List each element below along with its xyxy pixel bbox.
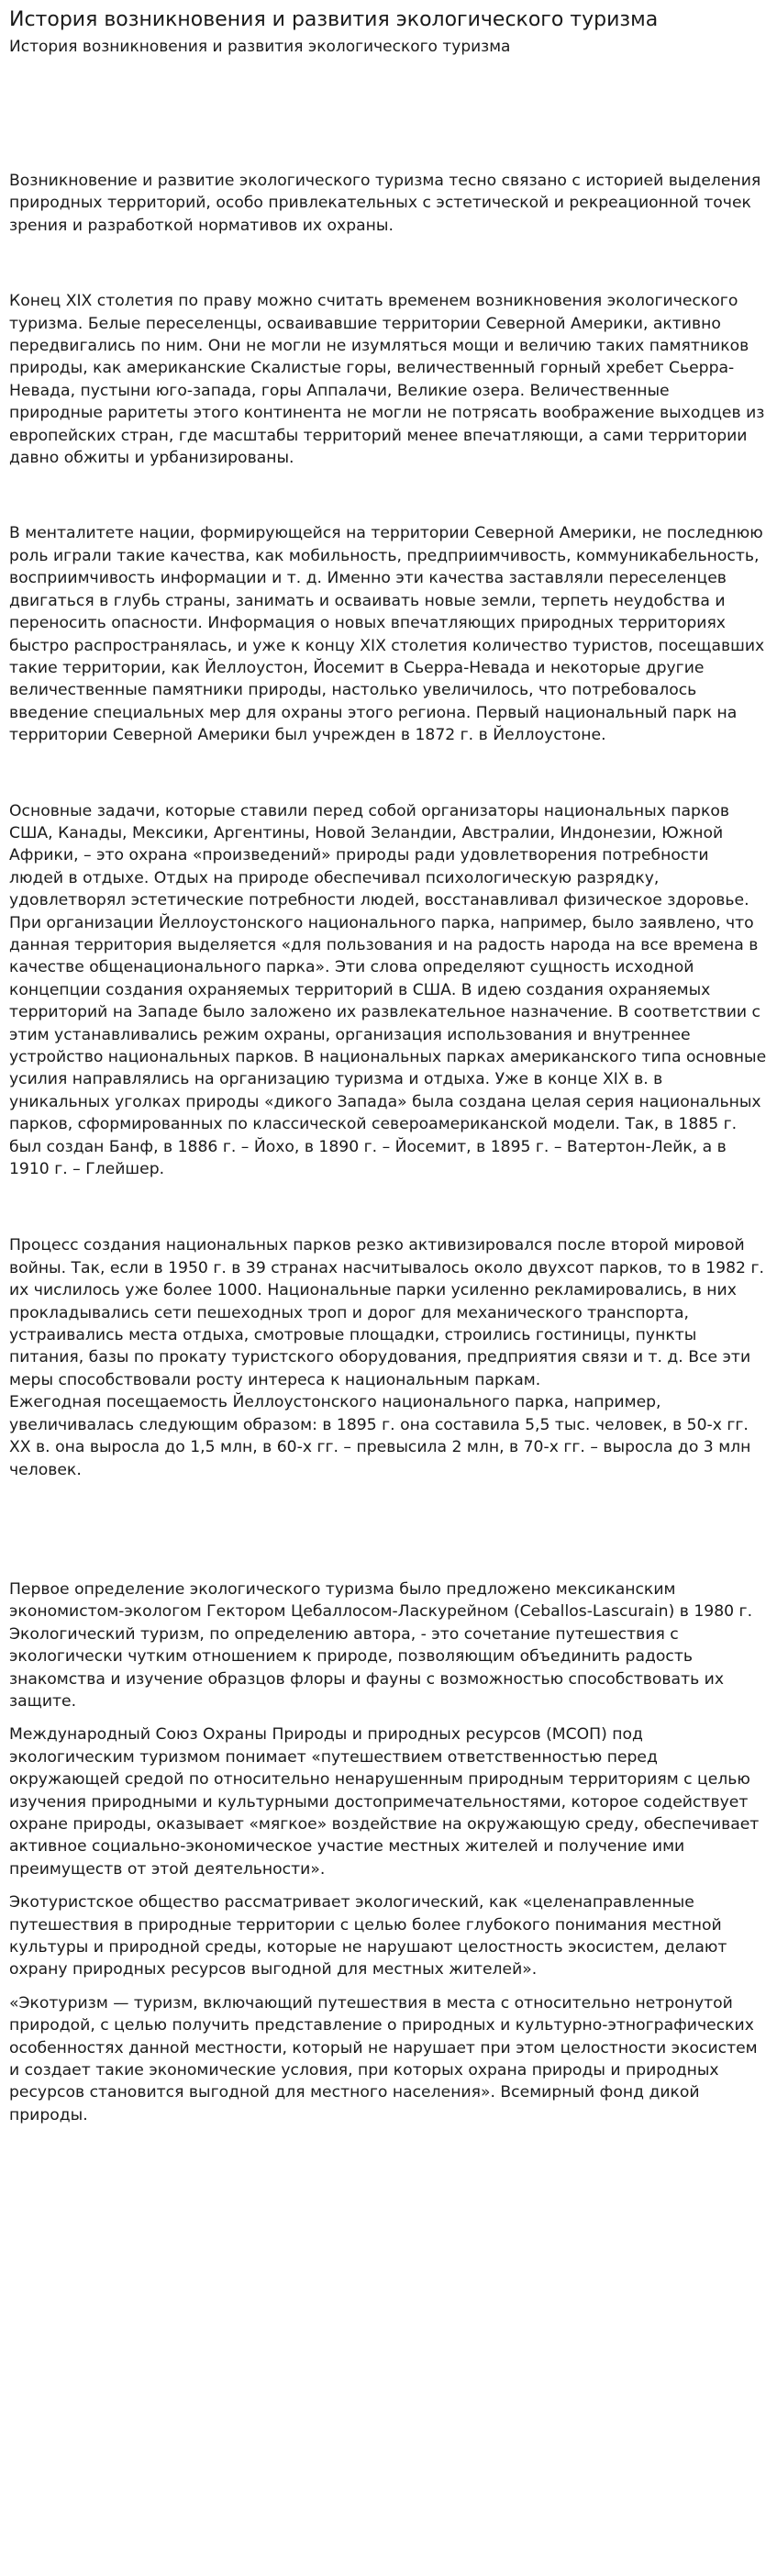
spacer — [9, 1880, 768, 1891]
page-title: История возникновения и развития экологического туризма — [9, 8, 659, 31]
paragraph-national-parks-goals: Основные задачи, которые ставили перед собой организаторы национальных парков США, Канады, Мексики, Аргентины, Новой Зеландии, Австралии, Индонезии, Южной Африки, – это охрана «произведений» природы ради удовлетворения потребности людей в отдыхе. Отдых на природе обеспечивал психологическую разрядку, удовлетворял эстетические потребности людей, восстанавливал физическое здоровье. При организации Йеллоустонского национального парка, например, было заявлено, что данная территория выделяется «для пользования и на радость народа на все времена в качестве общенационального парка». Эти слова определяют сущность исходной концепции создания охраняемых территорий в США. В идею создания охраняемых территорий на Западе было заложено их развлекательное назначение. В соответствии с этим устанавливались режим охраны, организация использования и внутреннее устройство национальных парков. В национальных парках американского типа основные усилия направлялись на организацию туризма и отдыха. Уже в конце XIX в. в уникальных уголках природы «дикого Запада» была создана целая серия национальных парков, сформированных по классической североамериканской модели. Так, в 1885 г. был создан Банф, в 1886 г. – Йохо, в 1890 г. – Йосемит, в 1895 г. – Ватертон-Лейк, а в 1910 г. – Глейшер. — [9, 801, 767, 1179]
page-subtitle: История возникновения и развития экологического туризма — [9, 38, 511, 56]
spacer — [9, 469, 768, 522]
spacer — [9, 237, 768, 290]
paragraph-post-war: Процесс создания национальных парков резко активизировался после второй мировой войны. Так, если в 1950 г. в 39 странах насчитывалось около двухсот парков, то в 1982 г. их числилось уже более 1000. Национальные парки усиленно рекламировались, в них прокладывались сети пешеходных троп и дорог для механического транспорта, устраивались места отдыха, смотровые площадки, строились гостиницы, пункты питания, базы по прокату туристского оборудования, предприятия связи и т. д. Все эти меры способствовали росту интереса к национальным паркам. — [9, 1236, 764, 1389]
paragraph-first-definition: Первое определение экологического туризма было предложено мексиканским экономистом-экологом Гектором Цебаллосом-Ласкурейном (Ceballos-Lascurain) в 1980 г. Экологический туризм, по определению автора, - это сочетание путешествия с экологически чутким отношением к природе, позволяющим объединить радость знакомства и изучение образцов флоры и фауны с возможностью способствовать их защите. — [9, 1579, 753, 1711]
paragraph-19th-century: Конец XIX столетия по праву можно считать временем возникновения экологического туризма. Белые переселенцы, осваивавшие территории Северной Америки, активно передвигались по ним. Они не могли не изумляться мощи и величию таких памятников природы, как американские Скалистые горы, величественный горный хребет Сьерра-Невада, пустыни юго-запада, горы Аппалачи, Великие озера. Величественные природные раритеты этого континента не могли не потрясать воображение выходцев из европейских стран, где масштабы территорий менее впечатляющи, а сами территории давно обжиты и урбанизированы. — [9, 292, 765, 468]
spacer — [9, 1712, 768, 1723]
spacer — [9, 747, 768, 800]
spacer — [9, 57, 768, 170]
paragraph-mentality: В менталитете нации, формирующейся на территории Северной Америки, не последнюю роль играли такие качества, как мобильность, предприимчивость, коммуникабельность, восприимчивость информации и т. д. Именно эти качества заставляли переселенцев двигаться в глубь страны, занимать и осваивать новые земли, терпеть неудобства и переносить опасности. Информация о новых впечатляющих природных территориях быстро распространялась, и уже к концу XIX столетия количество туристов, посещавших такие территории, как Йеллоустон, Йосемит в Сьерра-Невада и некоторые другие величественные памятники природы, настолько увеличилось, что потребовалось введение специальных мер для охраны этого региона. Первый национальный парк на территории Северной Америки был учрежден в 1872 г. в Йеллоустоне. — [9, 524, 765, 745]
spacer — [9, 1981, 768, 1992]
paragraph-ecotourism-society: Экотуристское общество рассматривает экологический, как «целенаправленные путешествия в природные территории с целью более глубокого понимания местной культуры и природной среды, которые не нарушают целостность экосистем, делают охрану природных ресурсов выгодной для местных жителей». — [9, 1893, 727, 1979]
spacer — [9, 1180, 768, 1234]
paragraph-wwf-definition: «Экотуризм — туризм, включающий путешествия в места с относительно нетронутой природой, с целью получить представление о природных и культурно-этнографических особенностях данной местности, который не нарушает при этом целостности экосистем и создает такие экономические условия, при которых охрана природы и природных ресурсов становится выгодной для местного населения». Всемирный фонд дикой природы. — [9, 1993, 758, 2124]
spacer — [9, 1481, 768, 1578]
article-body — [9, 57, 768, 2126]
paragraph-yellowstone-attendance: Ежегодная посещаемость Йеллоустонского национального парка, например, увеличивалась следующим образом: в 1895 г. она составила 5,5 тыс. человек, в 50-х гг. ХХ в. она выросла до 1,5 млн, в 60-х гг. – превысила 2 млн, в 70-х гг. – выросла до 3 млн человек. — [9, 1393, 751, 1479]
paragraph-origin: Возникновение и развитие экологического туризма тесно связано с историей выделения природных территорий, особо привлекательных с эстетической и рекреационной точек зрения и разработкой нормативов их охраны. — [9, 172, 761, 235]
paragraph-iucn-definition: Международный Союз Охраны Природы и природных ресурсов (МСОП) под экологическим туризмом понимает «путешествием ответственностью перед окружающей средой по относительно ненарушенным природным территориям с целью изучения природными и культурными достопримечательностями, которое содействует охране природы, оказывает «мягкое» воздействие на окружающую среду, обеспечивает активное социально-экономическое участие местных жителей и получение ими преимуществ от этой деятельности». — [9, 1725, 760, 1879]
